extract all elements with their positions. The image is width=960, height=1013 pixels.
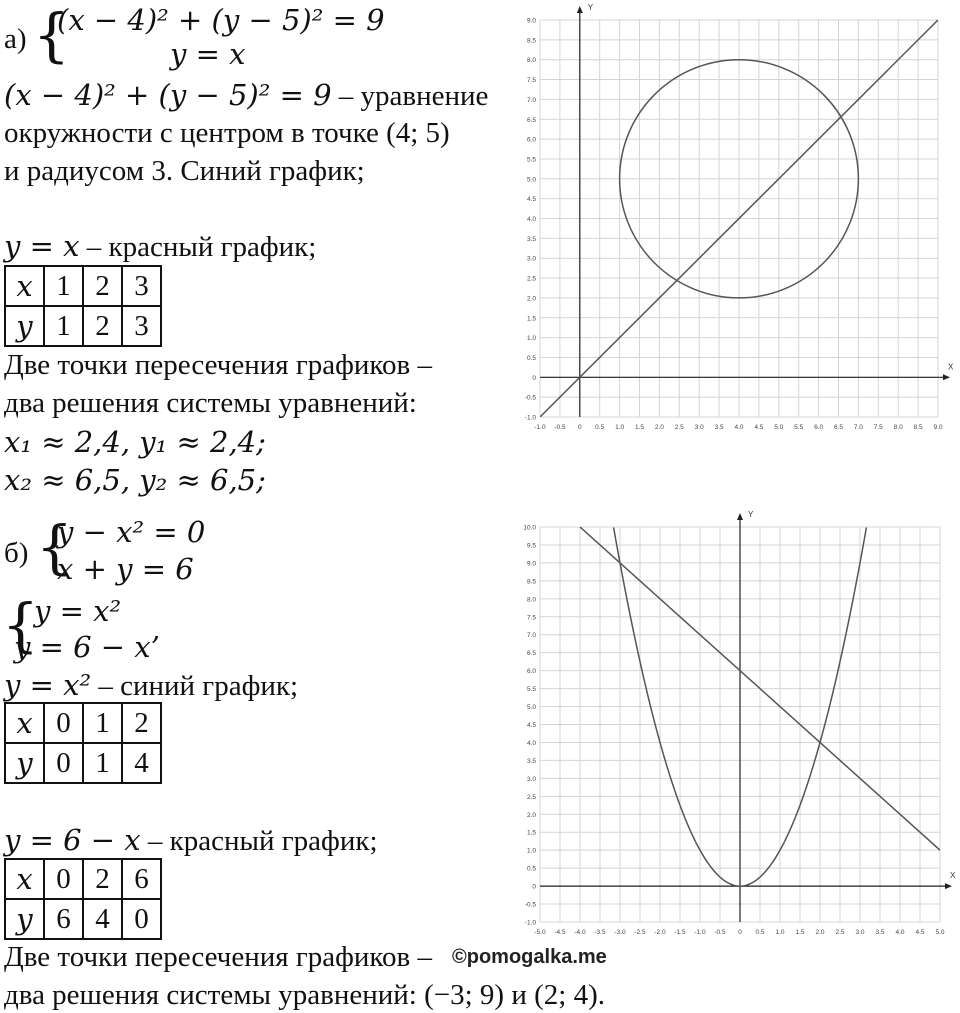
x-axis-label: X [948, 362, 954, 372]
y-tick-label: 9.0 [526, 560, 536, 568]
chart-b [506, 505, 960, 935]
chart-a [506, 0, 960, 430]
x-tick-label: -4.0 [574, 929, 586, 935]
table-cell: 3 [122, 306, 161, 346]
table-row [5, 306, 161, 346]
y-tick-label: 8.0 [526, 596, 536, 604]
y-tick-label: 6.0 [526, 668, 536, 676]
y-tick-label: 8.0 [526, 57, 536, 65]
x-tick-label: -3.5 [594, 929, 606, 935]
x-tick-label: 3.5 [875, 929, 885, 935]
table-cell: 1 [83, 743, 122, 783]
y-tick-label: 2.5 [526, 793, 536, 801]
x-axis-arrow [943, 374, 950, 380]
part-a-circle-desc [4, 78, 488, 113]
part-b-line-label: – красный график; [140, 825, 378, 857]
part-b-label: б) [4, 537, 29, 569]
x-tick-label: -1.0 [694, 929, 706, 935]
x-tick-label: 4.5 [915, 929, 925, 935]
x-tick-label: 1.5 [795, 929, 805, 935]
y-tick-label: 5.0 [526, 704, 536, 712]
part-b-brace: { [36, 513, 73, 581]
x-tick-label: 5.5 [794, 424, 804, 430]
table-header-y: y [5, 899, 44, 939]
part-b-value-table2 [4, 858, 162, 940]
x-tick-label: 8.0 [893, 424, 903, 430]
x-tick-label: 4.0 [734, 424, 744, 430]
table-cell: 2 [122, 703, 161, 743]
x-tick-label: 7.5 [873, 424, 883, 430]
x-tick-label: 1.5 [634, 424, 645, 430]
x-tick-label: 6.5 [833, 424, 844, 430]
x-tick-label: 5.0 [774, 424, 784, 430]
x-tick-label: 3.0 [694, 424, 704, 430]
x-axis-arrow [945, 883, 952, 889]
y-tick-label: 5.0 [526, 176, 536, 184]
x-tick-label: -4.5 [554, 929, 566, 935]
y-tick-label: 3.5 [526, 235, 536, 243]
table-header-y: y [5, 743, 44, 783]
table-row [5, 703, 161, 743]
x-tick-label: -1.0 [534, 424, 546, 430]
x-tick-label: 4.0 [895, 929, 905, 935]
y-tick-label: -1.0 [524, 919, 536, 927]
part-b-sys2-line1: y = x² [34, 594, 122, 628]
part-b-system-line1: y − x² = 0 [57, 515, 206, 549]
table-header-y: y [5, 306, 44, 346]
watermark: ©pomogalka.me [452, 946, 607, 968]
x-tick-label: -2.0 [654, 929, 666, 935]
y-tick-label: -0.5 [524, 394, 536, 402]
part-a-brace: { [33, 1, 70, 69]
x-tick-label: -3.0 [614, 929, 626, 935]
y-tick-label: 4.5 [526, 196, 536, 204]
table-row [5, 899, 161, 939]
part-a-line-label: – красный график; [79, 231, 317, 263]
table-cell: 2 [83, 306, 122, 346]
part-a-label: а) [4, 23, 27, 55]
y-tick-label: 4.0 [526, 216, 536, 223]
x-tick-label: -0.5 [554, 424, 566, 430]
y-tick-label: 3.0 [526, 775, 536, 783]
x-tick-label: 1.0 [775, 929, 785, 935]
y-axis-arrow [577, 6, 583, 13]
x-tick-label: 2.5 [835, 929, 845, 935]
y-tick-label: 3.0 [526, 255, 536, 263]
table-cell: 1 [83, 703, 122, 743]
y-tick-label: 5.5 [526, 686, 536, 694]
table-cell: 4 [122, 743, 161, 783]
part-a-system-line1: (x − 4)² + (y − 5)² = 9 [57, 3, 385, 37]
part-a-desc2: окружности с центром в точке (4; 5) [4, 117, 450, 149]
x-tick-label: -0.5 [714, 929, 726, 935]
y-axis-label: Y [587, 3, 594, 12]
y-tick-label: 10.0 [523, 524, 536, 532]
x-tick-label: 6.0 [814, 424, 824, 430]
x-tick-label: 2.5 [674, 424, 684, 430]
table-cell: 0 [44, 859, 83, 899]
y-tick-label: 1.0 [526, 335, 536, 343]
y-axis-label: Y [748, 510, 754, 519]
x-tick-label: 2.0 [815, 929, 825, 935]
x-tick-label: 0.5 [595, 424, 605, 430]
x-tick-label: -5.0 [534, 929, 546, 935]
table-cell: 0 [44, 743, 83, 783]
part-a-eq: (x − 4)² + (y − 5)² = 9 [4, 78, 332, 112]
part-a-value-table [4, 265, 162, 347]
x-tick-label: 5.0 [935, 929, 945, 935]
table-row [5, 266, 161, 306]
y-tick-label: 7.0 [526, 632, 536, 640]
table-cell: 1 [44, 306, 83, 346]
y-tick-label: 7.5 [526, 614, 536, 622]
x-tick-label: 1.0 [615, 424, 625, 430]
y-axis-arrow [737, 513, 743, 520]
y-tick-label: -1.0 [524, 414, 536, 422]
x-tick-label: 7.0 [853, 424, 863, 430]
x-axis-label: X [950, 871, 956, 881]
part-b-conclusion2: два решения системы уравнений: (−3; 9) и (2; 4). [4, 979, 605, 1011]
y-tick-label: 6.5 [526, 650, 536, 658]
part-b-brace2: { [2, 591, 39, 659]
table-row [5, 859, 161, 899]
x-tick-label: -2.5 [634, 929, 646, 935]
x-tick-label: 3.0 [855, 929, 865, 935]
x-tick-label: 0 [577, 424, 582, 430]
part-a-conclusion1: Две точки пересечения графиков – [4, 349, 432, 381]
part-b-value-table1 [4, 702, 162, 784]
part-a-solution2: x₂ ≈ 6,5, y₂ ≈ 6,5; [4, 463, 266, 497]
table-header-x: x [5, 266, 44, 306]
table-header-x: x [5, 859, 44, 899]
x-tick-label: 2.0 [654, 424, 664, 430]
part-b-line-eq: y = 6 − x [4, 823, 141, 857]
table-cell: 0 [122, 899, 161, 939]
y-tick-label: 0.5 [526, 865, 536, 873]
part-b-system-line2: x + y = 6 [57, 552, 194, 586]
x-tick-label: 3.5 [714, 424, 724, 430]
table-cell: 0 [44, 703, 83, 743]
x-tick-label: 0 [738, 929, 742, 935]
part-b-line-desc [4, 823, 378, 858]
y-tick-label: 0.5 [526, 354, 536, 362]
part-b-sys2-line2: y = 6 − x’ [14, 630, 160, 664]
table-cell: 2 [83, 859, 122, 899]
y-tick-label: 7.5 [526, 77, 536, 85]
y-tick-label: 0 [532, 374, 536, 382]
part-a-line-eq: y = x [4, 229, 80, 263]
table-header-x: x [5, 703, 44, 743]
y-tick-label: 8.5 [526, 578, 536, 586]
y-tick-label: 4.0 [526, 739, 536, 747]
y-tick-label: 3.5 [526, 757, 536, 765]
part-a-line-desc [4, 229, 316, 264]
table-cell: 2 [83, 266, 122, 306]
part-b-parab-desc [4, 668, 298, 703]
y-tick-label: 1.0 [526, 847, 536, 855]
y-tick-label: 6.5 [526, 116, 536, 124]
part-a-conclusion2: два решения системы уравнений: [4, 387, 417, 419]
x-tick-label: 0.5 [755, 929, 765, 935]
y-tick-label: 4.5 [526, 722, 536, 729]
table-cell: 6 [122, 859, 161, 899]
y-tick-label: 1.5 [526, 315, 536, 323]
part-b-parab-label: – синий график; [91, 670, 299, 702]
y-tick-label: 9.5 [526, 542, 536, 550]
x-tick-label: 8.5 [913, 424, 923, 430]
part-b-parab-eq: y = x² [4, 668, 92, 702]
part-a-desc1: – уравнение [331, 80, 489, 112]
part-a-desc3: и радиусом 3. Синий график; [4, 155, 365, 187]
y-tick-label: 7.0 [526, 96, 536, 104]
y-tick-label: 6.0 [526, 136, 536, 144]
part-a-solution1: x₁ ≈ 2,4, y₁ ≈ 2,4; [4, 425, 266, 459]
part-a-system-line2: y = x [170, 37, 246, 71]
y-tick-label: 2.0 [526, 295, 536, 303]
table-row [5, 743, 161, 783]
y-tick-label: 9.0 [526, 17, 536, 25]
y-tick-label: 5.5 [526, 156, 536, 164]
table-cell: 1 [44, 266, 83, 306]
table-cell: 6 [44, 899, 83, 939]
part-b-conclusion1: Две точки пересечения графиков – [4, 941, 432, 973]
y-tick-label: 2.0 [526, 811, 536, 819]
x-tick-label: -1.5 [674, 929, 686, 935]
y-tick-label: 1.5 [526, 829, 536, 837]
y-tick-label: -0.5 [524, 901, 536, 909]
table-cell: 4 [83, 899, 122, 939]
x-tick-label: 4.5 [754, 424, 764, 430]
table-cell: 3 [122, 266, 161, 306]
y-tick-label: 8.5 [526, 37, 536, 45]
y-tick-label: 0 [532, 883, 536, 891]
x-tick-label: 9.0 [933, 424, 943, 430]
y-tick-label: 2.5 [526, 275, 536, 283]
